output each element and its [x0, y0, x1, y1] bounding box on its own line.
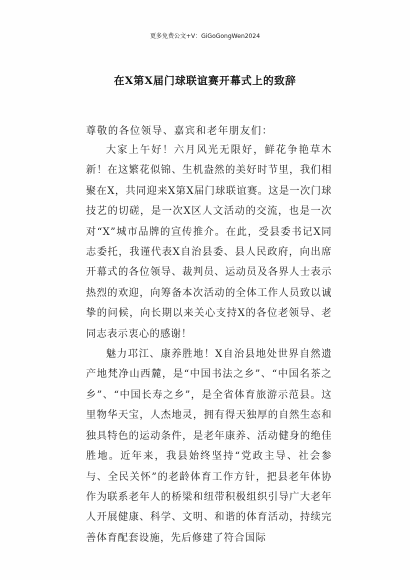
paragraph: 魅力邛江、康养胜地！X自治县地处世界自然遗产地梵净山西麓，是“中国书法之乡”、“中国名茶之乡”、“中国长寿之乡”，是全省体育旅游示范县。这里物华天宝，人杰地灵，拥有得天独厚的自然生态和独具特色的运动条件，是老年康养、活动健身的绝佳胜地。近年来，我县始终坚持“党政主导、社会参与、全民关怀”的老龄体育工作方针，把县老年体协作为联系老年人的桥梁和纽带积极组织引导广大老年人开展健康、科学、文明、和谐的体育活动，持续完善体育配套设施，先后修建了符合国际: [86, 349, 332, 544]
paragraph: 大家上午好！六月风光无限好，鲜花争艳草木新！在这繁花似锦、生机盎然的美好时节里，我们相聚在X，共同迎来X第X届门球联谊赛。这是一次门球技艺的切磋，是一次X区人文活动的交流，也是一次对“X”城市品牌的宣传推介。在此，受县委书记X同志委托，我谨代表X自治县委、县人民政府，向出席开幕式的各位领导、裁判员、运动员及各界人士表示热烈的欢迎，向筹备本次活动的全体工作人员致以诚挚的问候，向长期以来关心支持X的各位老领导、老同志表示衷心的感谢！: [86, 145, 332, 340]
document-body: [86, 141, 332, 549]
salutation: 尊敬的各位领导、嘉宾和老年朋友们：: [86, 126, 273, 137]
document-title: 在X第X届门球联谊赛开幕式上的致辞: [113, 75, 297, 87]
header-note: 更多免费公文+V：GiGoGongWen2024: [149, 33, 261, 40]
